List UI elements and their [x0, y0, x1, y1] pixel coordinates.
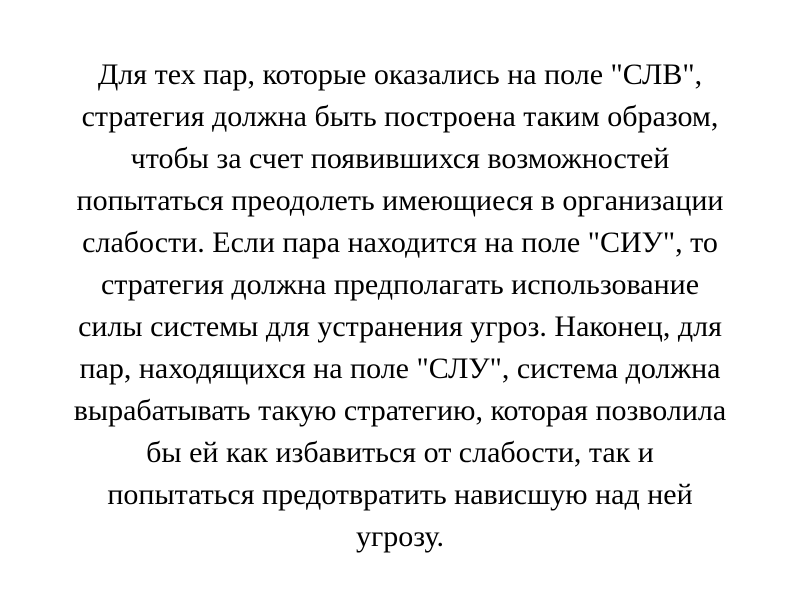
body-text: [10, 54, 790, 558]
text-line: попытаться преодолеть имеющиеся в организации: [76, 184, 724, 217]
text-line: Для тех пар, которые оказались на поле "СЛВ",: [97, 58, 703, 91]
text-line: чтобы за счет появившихся возможностей: [130, 142, 670, 175]
text-line: силы системы для устранения угроз. Наконец, для: [78, 310, 722, 343]
text-line: слабости. Если пара находится на поле "СИУ", то: [82, 226, 718, 259]
text-line: попытаться предотвратить нависшую над ней: [107, 478, 693, 511]
text-line: стратегия должна предполагать использование: [100, 268, 700, 301]
text-line: вырабатывать такую стратегию, которая позволила: [73, 394, 727, 427]
text-line: стратегия должна быть построена таким образом,: [81, 100, 719, 133]
text-line: угрозу.: [355, 520, 445, 553]
text-line: пар, находящихся на поле "СЛУ", система должна: [79, 352, 721, 385]
text-line: бы ей как избавиться от слабости, так и: [146, 436, 654, 469]
